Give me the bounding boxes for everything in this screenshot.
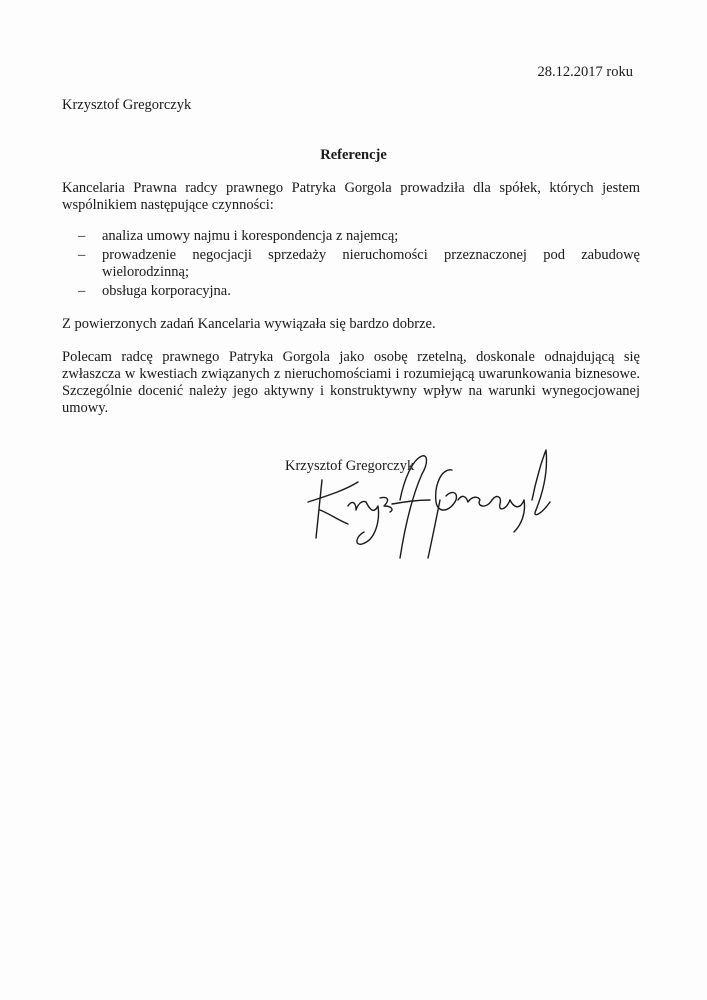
- paragraph-intro: Kancelaria Prawna radcy prawnego Patryka Gorgola prowadziła dla spółek, których jestem wspólnikiem następujące czynności:: [62, 180, 640, 213]
- activities-list: [78, 228, 640, 302]
- list-item-text: prowadzenie negocjacji sprzedaży nieruchomości przeznaczonej pod zabudowę wielorodzinną;: [102, 247, 640, 280]
- letter-date: 28.12.2017 roku: [537, 64, 633, 80]
- list-dash: –: [78, 247, 86, 263]
- list-item: [78, 247, 640, 281]
- list-item: [78, 228, 640, 245]
- letter-sender: Krzysztof Gregorczyk: [62, 97, 192, 113]
- list-dash: –: [78, 228, 86, 244]
- list-item-text: analiza umowy najmu i korespondencja z najemcą;: [102, 228, 399, 244]
- paragraph-recommendation: Polecam radcę prawnego Patryka Gorgola jako osobę rzetelną, doskonale odnajdującą się zwłaszcza w kwestiach związanych z nieruchomościami i rozumiejącą uwarunkowania biznesowe. Szczególnie docenić należy jego aktywny i konstruktywny wpływ na warunki wynegocjowanej umowy.: [62, 349, 640, 416]
- list-item-text: obsługa korporacyjna.: [102, 283, 231, 299]
- letter-title: Referencje: [320, 147, 387, 163]
- signer-name: Krzysztof Gregorczyk: [285, 458, 415, 474]
- list-item: [78, 283, 640, 300]
- list-dash: –: [78, 283, 86, 299]
- handwritten-signature: [300, 440, 560, 570]
- paragraph-assessment: Z powierzonych zadań Kancelaria wywiązała się bardzo dobrze.: [62, 316, 436, 332]
